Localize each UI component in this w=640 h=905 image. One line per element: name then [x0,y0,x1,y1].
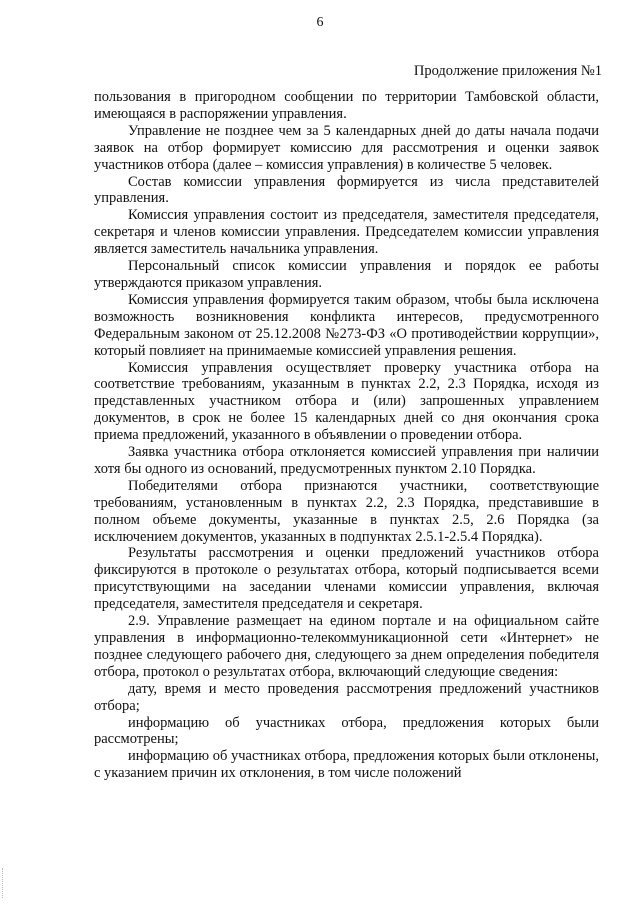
page-number: 6 [316,15,324,30]
paragraph-continuation: пользования в пригородном сообщении по территории Тамбовской области, имеющаяся в распоряжении управления. [94,89,599,122]
list-item: информацию об участниках отбора, предложения которых были отклонены, с указанием причин их отклонения, в том числе положений [94,748,599,782]
paragraph: Комиссия управления формируется таким образом, чтобы была исключена возможность возникновения конфликта интересов, предусмотренного Федеральным законом от 25.12.2008 №273-ФЗ «О противодействии коррупции», который повлияет на принимаемые комиссией управления решения. [94,291,599,359]
list-item: дату, время и место проведения рассмотрения предложений участников отбора; [94,680,599,714]
paragraph: Комиссия управления состоит из председателя, заместителя председателя, секретаря и членов комиссии управления. Председателем комиссии управления является заместитель начальника управления. [94,207,599,258]
appendix-continuation-note: Продолжение приложения №1 [413,63,602,79]
paragraph-section-2-9: 2.9. Управление размещает на едином портале и на официальном сайте управления в информационно-телекоммуникационной сети «Интернет» не позднее следующего рабочего дня, следующего за днем определения победителя отбора, протокол о результатах отбора, включающий следующие сведения: [94,613,599,680]
paragraph: Состав комиссии управления формируется из числа представителей управления. [94,173,599,207]
list-item: информацию об участниках отбора, предложения которых были рассмотрены; [94,714,599,748]
paragraph: Результаты рассмотрения и оценки предложений участников отбора фиксируются в протоколе о результатах отбора, который подписывается всеми присутствующими на заседании членами комиссии управления, включая председателя, заместителя председателя и секретаря. [94,545,599,613]
paragraph: Управление не позднее чем за 5 календарных дней до даты начала подачи заявок на отбор формирует комиссию для рассмотрения и оценки заявок участников отбора (далее – комиссия управления) в количестве 5 человек. [94,122,599,173]
scan-edge-mark [2,868,5,898]
document-body [94,89,599,782]
paragraph: Персональный список комиссии управления и порядок ее работы утверждаются приказом управления. [94,258,599,291]
paragraph: Комиссия управления осуществляет проверку участника отбора на соответствие требованиям, указанным в пунктах 2.2, 2.3 Порядка, исходя из представленных участником отбора и (или) запрошенных управлением документов, в срок не более 15 календарных дней со дня окончания срока приема предложений, указанного в объявлении о проведении отбора. [94,359,599,444]
paragraph: Заявка участника отбора отклоняется комиссией управления при наличии хотя бы одного из оснований, предусмотренных пунктом 2.10 Порядка. [94,444,599,477]
paragraph: Победителями отбора признаются участники, соответствующие требованиям, установленным в пунктах 2.2, 2.3 Порядка, представившие в полном объеме документы, указанные в пунктах 2.5, 2.6 Порядка (за исключением документов, указанных в подпунктах 2.5.1-2.5.4 Порядка). [94,477,599,545]
